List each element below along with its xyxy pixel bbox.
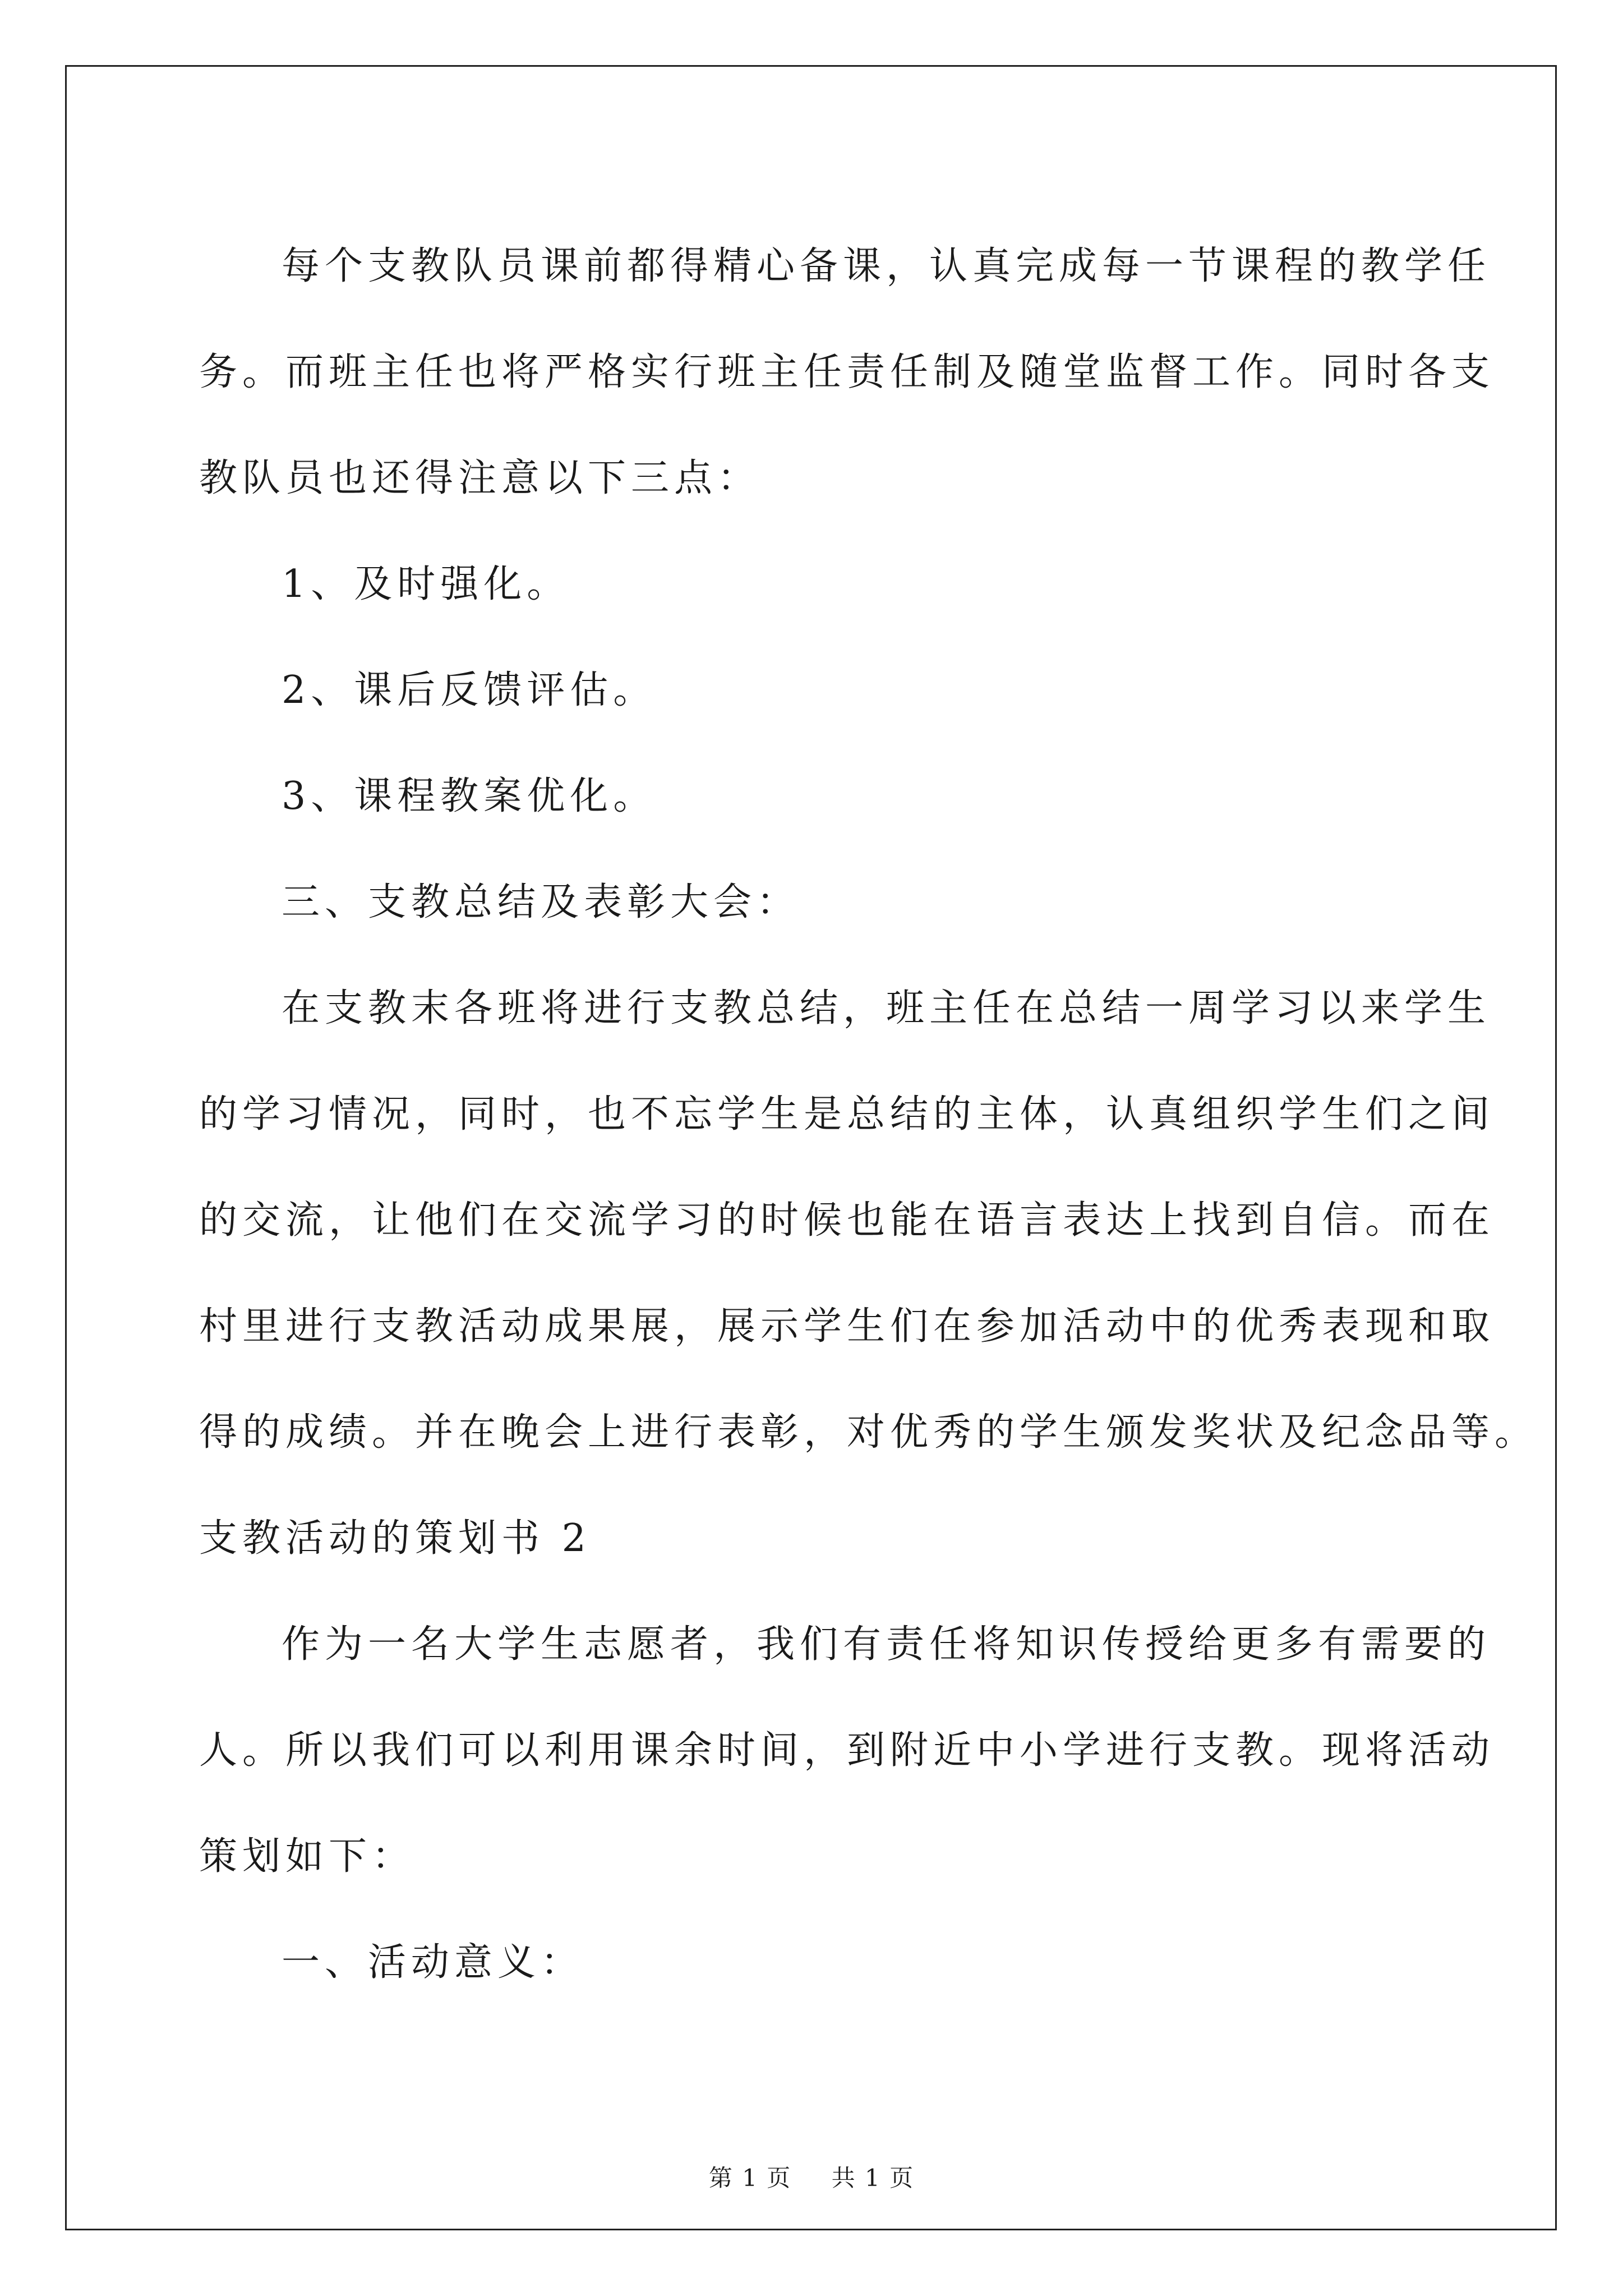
paragraph-preparation: [199, 213, 1495, 531]
text-line: 村里进行支教活动成果展，展示学生们在参加活动中的优秀表现和取: [199, 1304, 1495, 1349]
text-line: 得的成绩。并在晚会上进行表彰，对优秀的学生颁发奖状及纪念品等。: [199, 1410, 1538, 1455]
text-line: 一、活动意义：: [282, 1940, 584, 1985]
list-item-2: [199, 637, 1438, 743]
text-line: 1、及时强化。: [282, 562, 570, 606]
list-item-1: [199, 531, 1438, 637]
list-item-3: [199, 743, 1438, 849]
paragraph-intro: [199, 1591, 1495, 1910]
text-line: 教队员也还得注意以下三点：: [199, 456, 761, 500]
text-line: 务。而班主任也将严格实行班主任责任制及随堂监督工作。同时各支: [199, 350, 1495, 394]
page-footer: [0, 2160, 1623, 2193]
text-line: 策划如下：: [199, 1834, 416, 1879]
paragraph-summary: [199, 955, 1538, 1485]
text-line: 每个支教队员课前都得精心备课，认真完成每一节课程的教学任: [282, 244, 1491, 288]
document-body: [199, 213, 1538, 2016]
text-line: 2、课后反馈评估。: [282, 668, 657, 712]
text-line: 支教活动的策划书 2: [199, 1516, 591, 1561]
section-heading-significance: [199, 1910, 1438, 2016]
page-number-total: 共 1 页: [831, 2164, 915, 2192]
text-line: 人。所以我们可以利用课余时间，到附近中小学进行支教。现将活动: [199, 1728, 1495, 1773]
text-line: 的学习情况，同时，也不忘学生是总结的主体，认真组织学生们之间: [199, 1092, 1495, 1137]
page-number-current: 第 1 页: [708, 2164, 792, 2192]
text-line: 作为一名大学生志愿者，我们有责任将知识传授给更多有需要的: [282, 1622, 1491, 1667]
section-heading-summary: [199, 849, 1438, 955]
text-line: 三、支教总结及表彰大会：: [282, 880, 800, 924]
text-line: 的交流，让他们在交流学习的时候也能在语言表达上找到自信。而在: [199, 1198, 1495, 1243]
document-title-2: [199, 1485, 1438, 1591]
text-line: 3、课程教案优化。: [282, 774, 657, 818]
text-line: 在支教末各班将进行支教总结，班主任在总结一周学习以来学生: [282, 986, 1491, 1030]
